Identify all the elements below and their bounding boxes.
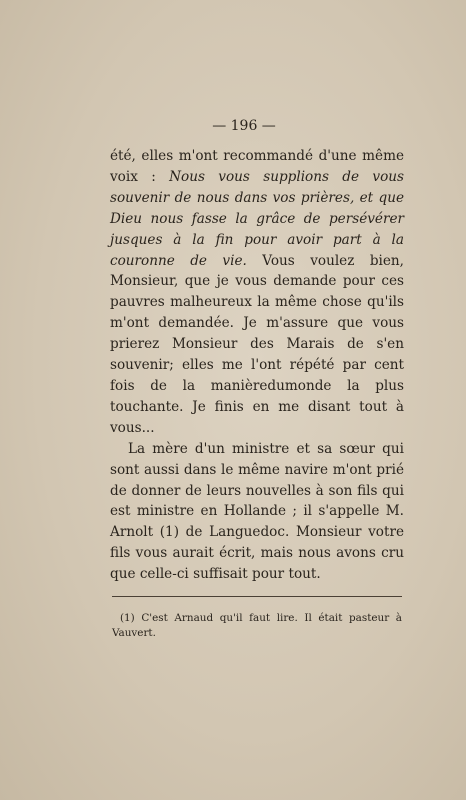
quoted-prayer: Nous vous supplions de vous souvenir de nous dans vos prières, et que Dieu nous fasse la grâce de persévérer jusques à la fin pour avoir part à la couronne de vie. xyxy=(110,168,404,269)
page-number: — 196 — xyxy=(212,118,276,134)
footnote-text: (1) C'est Arnaud qu'il faut lire. Il était pasteur à Vauvert. xyxy=(112,612,402,639)
paragraph-2: La mère d'un ministre et sa sœur qui sont aussi dans le même navire m'ont prié de donner de leurs nouvelles à son fils qui est ministre en Hollande ; il s'appelle M. Arnolt (1) de Languedoc. Monsieur votre fils vous aurait écrit, mais nous avons cru que celle-ci suffisait pour tout. xyxy=(110,440,404,583)
footnote xyxy=(112,611,402,641)
paragraph-1-rest: Vous voulez bien, Monsieur, que je vous demande pour ces pauvres malheureux la même chose qu'ils m'ont demandée. Je m'assure que vous prierez Monsieur des Marais de s'en souvenir; elles me l'ont répété par cent fois de la manièredumonde la plus touchante. Je finis en me disant tout à vous... xyxy=(110,252,404,436)
paragraph-1 xyxy=(110,146,404,439)
paragraph-1-intro: été, elles m'ont recommandé d'une même voix : xyxy=(110,148,404,185)
body-text xyxy=(110,146,404,585)
footnote-divider xyxy=(112,596,402,597)
